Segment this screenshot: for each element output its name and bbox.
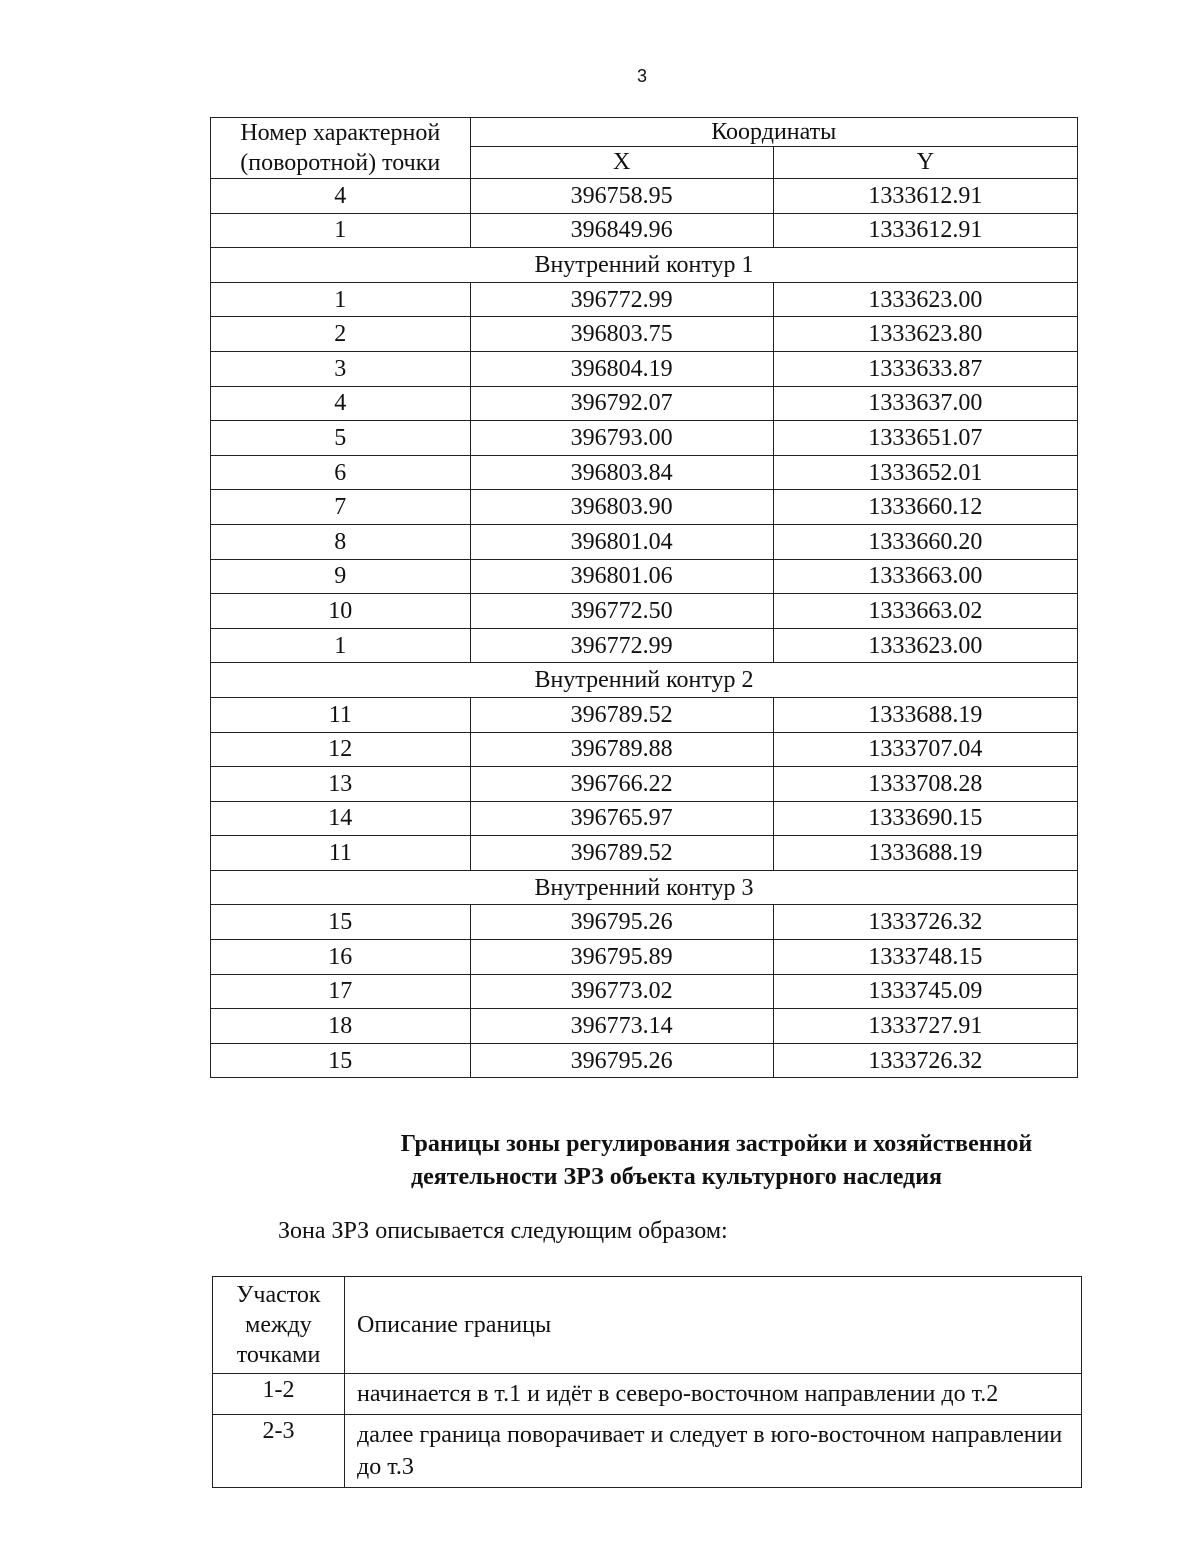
x-coordinate-cell: 396772.99 <box>470 628 773 663</box>
contour-section-label: Внутренний контур 3 <box>211 870 1078 905</box>
point-number-cell: 14 <box>211 801 471 836</box>
table-row <box>211 490 1078 525</box>
x-coordinate-cell: 396793.00 <box>470 421 773 456</box>
point-number-cell: 17 <box>211 974 471 1009</box>
y-coordinate-cell: 1333623.80 <box>773 317 1077 352</box>
y-coordinate-cell: 1333660.12 <box>773 490 1077 525</box>
point-number-cell: 11 <box>211 697 471 732</box>
point-number-cell: 6 <box>211 455 471 490</box>
x-coordinate-cell: 396758.95 <box>470 179 773 214</box>
point-header-line-2: (поворотной) точки <box>240 150 441 176</box>
x-coordinate-cell: 396804.19 <box>470 351 773 386</box>
boundary-description-cell: начинается в т.1 и идёт в северо-восточном направлении до т.2 <box>345 1374 1082 1415</box>
contour-section-row <box>211 248 1078 283</box>
y-coordinate-cell: 1333637.00 <box>773 386 1077 421</box>
x-coordinate-cell: 396789.52 <box>470 697 773 732</box>
table-row <box>211 1009 1078 1044</box>
x-coordinate-cell: 396803.90 <box>470 490 773 525</box>
y-coordinate-cell: 1333726.32 <box>773 905 1077 940</box>
point-number-cell: 7 <box>211 490 471 525</box>
table-row <box>211 455 1078 490</box>
x-coordinate-cell: 396772.50 <box>470 594 773 629</box>
point-number-cell: 3 <box>211 351 471 386</box>
segment-column-header <box>213 1277 345 1374</box>
coordinates-table <box>210 117 1078 1078</box>
x-coordinate-cell: 396803.84 <box>470 455 773 490</box>
point-number-cell: 13 <box>211 767 471 802</box>
table-row <box>211 524 1078 559</box>
point-number-cell: 4 <box>211 179 471 214</box>
x-coordinate-cell: 396789.52 <box>470 836 773 871</box>
y-coordinate-cell: 1333688.19 <box>773 836 1077 871</box>
x-coordinate-cell: 396795.89 <box>470 940 773 975</box>
x-coordinate-cell: 396801.04 <box>470 524 773 559</box>
point-number-cell: 18 <box>211 1009 471 1044</box>
y-coordinate-cell: 1333633.87 <box>773 351 1077 386</box>
y-column-header: Y <box>773 146 1077 178</box>
x-column-header: X <box>470 146 773 178</box>
y-coordinate-cell: 1333708.28 <box>773 767 1077 802</box>
y-coordinate-cell: 1333612.91 <box>773 179 1077 214</box>
x-coordinate-cell: 396773.02 <box>470 974 773 1009</box>
table-row <box>211 801 1078 836</box>
x-coordinate-cell: 396766.22 <box>470 767 773 802</box>
y-coordinate-cell: 1333623.00 <box>773 282 1077 317</box>
contour-section-row <box>211 663 1078 698</box>
y-coordinate-cell: 1333690.15 <box>773 801 1077 836</box>
table-row <box>211 317 1078 352</box>
table-row <box>211 974 1078 1009</box>
table-row <box>211 905 1078 940</box>
y-coordinate-cell: 1333663.02 <box>773 594 1077 629</box>
point-number-cell: 9 <box>211 559 471 594</box>
table-row <box>213 1415 1082 1488</box>
y-coordinate-cell: 1333652.01 <box>773 455 1077 490</box>
table-row <box>211 940 1078 975</box>
y-coordinate-cell: 1333748.15 <box>773 940 1077 975</box>
x-coordinate-cell: 396801.06 <box>470 559 773 594</box>
table-header-row <box>213 1277 1082 1374</box>
point-number-cell: 10 <box>211 594 471 629</box>
table-row <box>211 386 1078 421</box>
segment-header-line-3: точками <box>236 1342 321 1368</box>
table-header-row <box>211 118 1078 147</box>
table-row <box>211 559 1078 594</box>
contour-section-label: Внутренний контур 1 <box>211 248 1078 283</box>
table-row <box>211 836 1078 871</box>
intro-text: Зона ЗРЗ описывается следующим образом: <box>278 1218 728 1244</box>
point-number-cell: 15 <box>211 905 471 940</box>
table-row <box>211 594 1078 629</box>
point-number-cell: 4 <box>211 386 471 421</box>
y-coordinate-cell: 1333663.00 <box>773 559 1077 594</box>
x-coordinate-cell: 396772.99 <box>470 282 773 317</box>
point-number-cell: 1 <box>211 282 471 317</box>
contour-section-row <box>211 870 1078 905</box>
table-row <box>211 179 1078 214</box>
y-coordinate-cell: 1333745.09 <box>773 974 1077 1009</box>
point-number-cell: 12 <box>211 732 471 767</box>
page-number: 3 <box>636 66 647 86</box>
point-column-header <box>211 118 471 179</box>
table-row <box>213 1374 1082 1415</box>
coordinates-header: Координаты <box>470 118 1077 147</box>
x-coordinate-cell: 396795.26 <box>470 1043 773 1078</box>
heading-line-2: деятельности ЗРЗ объекта культурного наследия <box>410 1164 943 1190</box>
point-number-cell: 5 <box>211 421 471 456</box>
point-number-cell: 1 <box>211 628 471 663</box>
segment-header-line-2: между <box>245 1312 312 1338</box>
segment-header-line-1: Участок <box>236 1282 321 1308</box>
table-row <box>211 213 1078 248</box>
contour-section-label: Внутренний контур 2 <box>211 663 1078 698</box>
y-coordinate-cell: 1333651.07 <box>773 421 1077 456</box>
table-row <box>211 732 1078 767</box>
x-coordinate-cell: 396765.97 <box>470 801 773 836</box>
x-coordinate-cell: 396803.75 <box>470 317 773 352</box>
table-row <box>211 628 1078 663</box>
x-coordinate-cell: 396773.14 <box>470 1009 773 1044</box>
segment-cell: 1-2 <box>213 1374 345 1415</box>
boundary-description-table <box>212 1276 1082 1488</box>
y-coordinate-cell: 1333726.32 <box>773 1043 1077 1078</box>
table-row <box>211 767 1078 802</box>
section-heading <box>210 1128 1078 1194</box>
y-coordinate-cell: 1333623.00 <box>773 628 1077 663</box>
point-number-cell: 15 <box>211 1043 471 1078</box>
table-row <box>211 1043 1078 1078</box>
heading-line-1: Границы зоны регулирования застройки и хозяйственной <box>400 1131 1033 1157</box>
table-row <box>211 697 1078 732</box>
y-coordinate-cell: 1333660.20 <box>773 524 1077 559</box>
description-column-header: Описание границы <box>345 1277 1082 1374</box>
point-header-line-1: Номер характерной <box>240 120 441 146</box>
segment-cell: 2-3 <box>213 1415 345 1488</box>
boundary-description-cell: далее граница поворачивает и следует в юго-восточном направлении до т.3 <box>345 1415 1082 1488</box>
x-coordinate-cell: 396792.07 <box>470 386 773 421</box>
point-number-cell: 8 <box>211 524 471 559</box>
table-row <box>211 351 1078 386</box>
table-row <box>211 282 1078 317</box>
point-number-cell: 11 <box>211 836 471 871</box>
y-coordinate-cell: 1333727.91 <box>773 1009 1077 1044</box>
x-coordinate-cell: 396795.26 <box>470 905 773 940</box>
y-coordinate-cell: 1333707.04 <box>773 732 1077 767</box>
point-number-cell: 2 <box>211 317 471 352</box>
point-number-cell: 16 <box>211 940 471 975</box>
x-coordinate-cell: 396789.88 <box>470 732 773 767</box>
x-coordinate-cell: 396849.96 <box>470 213 773 248</box>
y-coordinate-cell: 1333612.91 <box>773 213 1077 248</box>
point-number-cell: 1 <box>211 213 471 248</box>
y-coordinate-cell: 1333688.19 <box>773 697 1077 732</box>
table-row <box>211 421 1078 456</box>
